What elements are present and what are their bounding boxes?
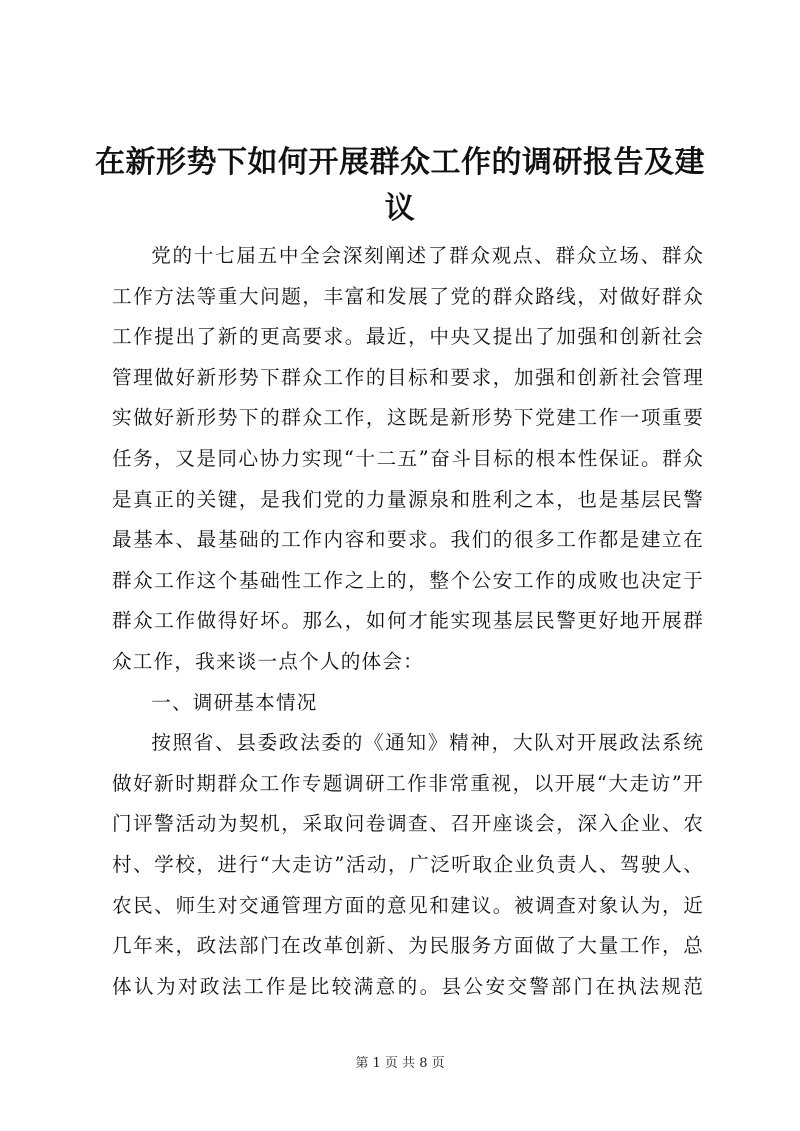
section-heading: 一、调研基本情况	[151, 690, 318, 714]
section-paragraph: 按照省、县委政法委的《通知》精神，大队对开展政法系统做好新时期群众工作专题调研工作非常重视，以开展“大走访”开门评警活动为契机，采取问卷调查、召开座谈会，深入企业、农村、学校，进行“大走访”活动，广泛听取企业负责人、驾驶人、农民、师生对交通管理方面的意见和建议。被调查对象认为，近几年来，政法部门在改革创新、为民服务方面做了大量工作，总体认为对政法工作是比较满意的。县公安交警部门在执法规范	[112, 731, 704, 998]
document-body	[112, 236, 704, 1007]
document-title: 在新形势下如何开展群众工作的调研报告及建议	[95, 145, 705, 226]
intro-paragraph: 党的十七届五中全会深刻阐述了群众观点、群众立场、群众工作方法等重大问题，丰富和发展了党的群众路线，对做好群众工作提出了新的更高要求。最近，中央又提出了加强和创新社会管理做好新形势下群众工作的目标和要求，加强和创新社会管理实做好新形势下的群众工作，这既是新形势下党建工作一项重要任务，又是同心协力实现“十二五”奋斗目标的根本性保证。群众是真正的关键，是我们党的力量源泉和胜利之本，也是基层民警最基本、最基础的工作内容和要求。我们的很多工作都是建立在群众工作这个基础性工作之上的，整个公安工作的成败也决定于群众工作做得好坏。那么，如何才能实现基层民警更好地开展群众工作，我来谈一点个人的体会：	[112, 244, 704, 673]
page-footer: 第 1 页 共 8 页	[355, 1056, 445, 1071]
